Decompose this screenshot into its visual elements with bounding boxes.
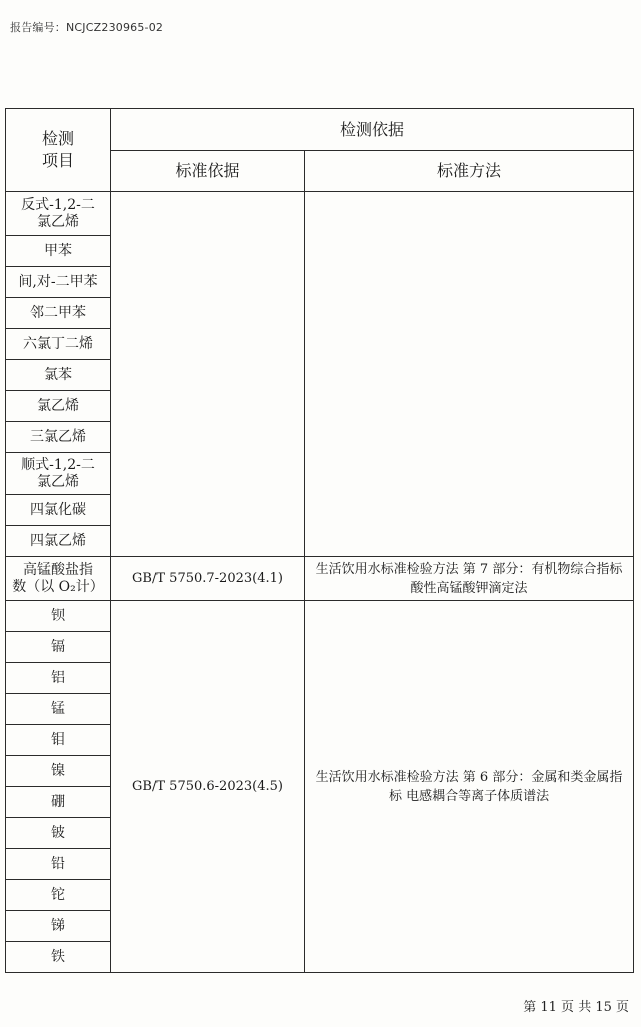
standard-method-cell [305,192,634,557]
test-item-cell: 镉 [6,632,111,663]
test-item-cell: 反式-1,2-二 氯乙烯 [6,192,111,236]
test-item-cell: 硼 [6,787,111,818]
standard-basis-cell: GB/T 5750.7-2023(4.1) [111,557,305,601]
header-basis-group: 检测依据 [111,109,634,151]
test-item-cell: 锑 [6,911,111,942]
test-item-cell: 铁 [6,942,111,973]
header-test-item: 检测 项目 [6,109,111,192]
test-item-cell: 铝 [6,663,111,694]
test-item-cell: 镍 [6,756,111,787]
test-item-cell: 铊 [6,880,111,911]
test-item-cell: 四氯化碳 [6,495,111,526]
standard-method-cell: 生活饮用水标准检验方法 第 7 部分：有机物综合指标 酸性高锰酸钾滴定法 [305,557,634,601]
test-item-cell: 间,对-二甲苯 [6,267,111,298]
test-item-cell: 四氯乙烯 [6,526,111,557]
header-standard-basis: 标准依据 [111,151,305,192]
table-row [6,601,634,632]
test-item-cell: 钼 [6,725,111,756]
test-item-cell: 氯乙烯 [6,391,111,422]
test-basis-table [5,108,634,973]
test-item-cell: 钡 [6,601,111,632]
header-standard-method: 标准方法 [305,151,634,192]
test-item-cell: 甲苯 [6,236,111,267]
report-number: 报告编号：NCJCZ230965-02 [10,21,164,34]
standard-basis-cell: GB/T 5750.6-2023(4.5) [111,601,305,973]
test-item-cell: 三氯乙烯 [6,422,111,453]
test-item-cell: 铅 [6,849,111,880]
table-row [6,557,634,601]
standard-basis-cell [111,192,305,557]
test-item-cell: 铍 [6,818,111,849]
test-item-cell: 六氯丁二烯 [6,329,111,360]
table-row [6,192,634,236]
page-number: 第 11 页 共 15 页 [523,1000,629,1015]
test-item-cell: 顺式-1,2-二 氯乙烯 [6,453,111,495]
standard-method-cell: 生活饮用水标准检验方法 第 6 部分：金属和类金属指标 电感耦合等离子体质谱法 [305,601,634,973]
test-item-cell: 高锰酸盐指 数（以 O₂计） [6,557,111,601]
test-item-cell: 邻二甲苯 [6,298,111,329]
test-item-cell: 锰 [6,694,111,725]
test-item-cell: 氯苯 [6,360,111,391]
